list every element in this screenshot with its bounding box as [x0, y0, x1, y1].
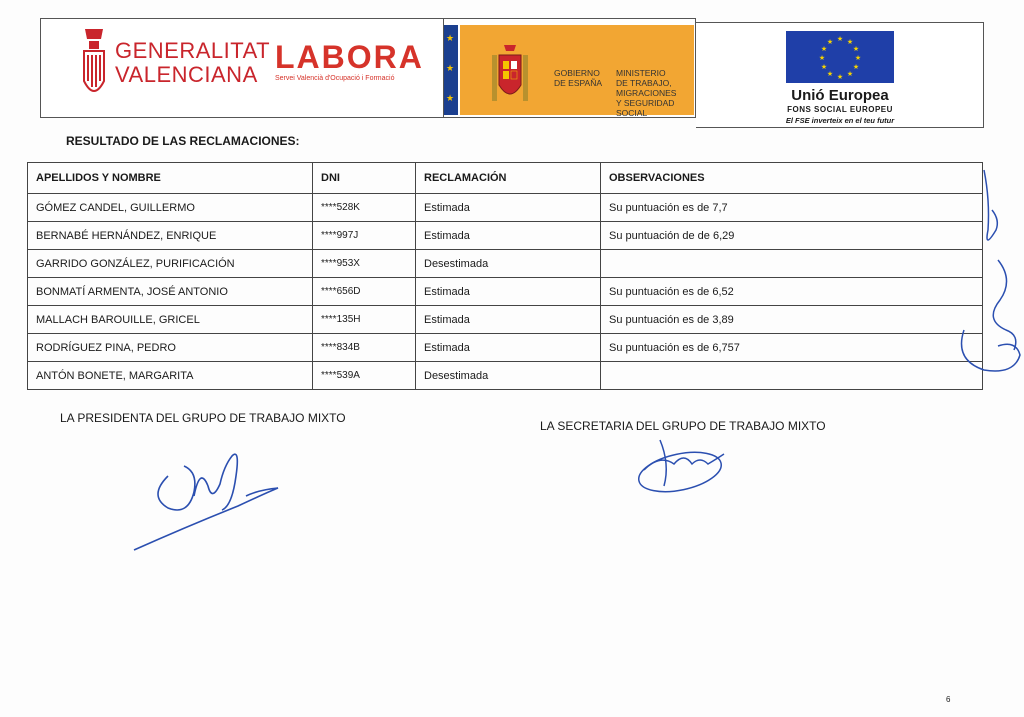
gobierno-text: [554, 68, 602, 88]
cell-dni: ****997J: [313, 222, 416, 250]
svg-text:★: ★: [846, 38, 854, 46]
header-banner: [40, 18, 984, 128]
eu-slogan: El FSE inverteix en el teu futur: [785, 116, 895, 125]
cell-name: BONMATÍ ARMENTA, JOSÉ ANTONIO: [28, 278, 313, 306]
secretaria-signature: [630, 434, 740, 504]
cell-dni: ****834B: [313, 334, 416, 362]
coat-of-arms-icon: [490, 41, 530, 111]
table-row: [28, 250, 983, 278]
cell-reclamacion: Desestimada: [416, 250, 601, 278]
ministerio-text: [616, 68, 694, 118]
svg-text:★: ★: [846, 70, 854, 78]
cell-reclamacion: Desestimada: [416, 362, 601, 390]
cell-observaciones: Su puntuación es de 7,7: [601, 194, 983, 222]
page-number: 6: [946, 695, 951, 704]
generalitat-labora-logo-box: [40, 18, 444, 118]
table-header-row: [28, 163, 983, 194]
table-row: [28, 334, 983, 362]
cell-observaciones: Su puntuación de de 6,29: [601, 222, 983, 250]
cell-name: GARRIDO GONZÁLEZ, PURIFICACIÓN: [28, 250, 313, 278]
svg-text:★: ★: [852, 63, 860, 71]
cell-observaciones: Su puntuación es de 3,89: [601, 306, 983, 334]
gobierno-logo-box: [444, 18, 696, 118]
cell-observaciones: Su puntuación es de 6,757: [601, 334, 983, 362]
section-title: RESULTADO DE LAS RECLAMACIONES:: [66, 134, 300, 148]
table-row: [28, 362, 983, 390]
eu-logo-box: [696, 22, 984, 128]
header-name: APELLIDOS Y NOMBRE: [28, 163, 313, 194]
cell-reclamacion: Estimada: [416, 194, 601, 222]
cell-observaciones: [601, 250, 983, 278]
star-icon: ★: [446, 93, 455, 103]
table-row: [28, 222, 983, 250]
cell-dni: ****135H: [313, 306, 416, 334]
table-row: [28, 306, 983, 334]
svg-text:★: ★: [854, 54, 862, 62]
star-icon: ★: [446, 33, 455, 43]
gob-line2: DE ESPAÑA: [554, 78, 603, 88]
labora-subtitle: Servei Valencià d'Ocupació i Formació: [275, 75, 395, 82]
svg-text:★: ★: [826, 38, 834, 46]
table-row: [28, 194, 983, 222]
cell-name: RODRÍGUEZ PINA, PEDRO: [28, 334, 313, 362]
svg-text:★: ★: [818, 54, 826, 62]
svg-text:★: ★: [836, 73, 844, 81]
cell-dni: ****528K: [313, 194, 416, 222]
eu-title: Unió Europea: [791, 87, 889, 104]
star-icon: ★: [446, 63, 455, 73]
svg-text:★: ★: [836, 35, 844, 43]
cell-reclamacion: Estimada: [416, 334, 601, 362]
gobierno-panel: [460, 25, 694, 118]
header-dni: DNI: [313, 163, 416, 194]
margin-signature: [944, 160, 1024, 390]
gob-line1: GOBIERNO: [554, 68, 600, 78]
cell-name: ANTÓN BONETE, MARGARITA: [28, 362, 313, 390]
cell-reclamacion: Estimada: [416, 306, 601, 334]
svg-text:★: ★: [820, 45, 828, 53]
eu-flag-icon: [786, 31, 894, 83]
cell-name: BERNABÉ HERNÁNDEZ, ENRIQUE: [28, 222, 313, 250]
labora-logo: LABORA: [275, 39, 424, 75]
eu-stripe: [444, 25, 458, 115]
generalitat-shield-icon: [81, 25, 107, 103]
eu-subtitle: FONS SOCIAL EUROPEU: [787, 105, 893, 114]
secretaria-label: LA SECRETARIA DEL GRUPO DE TRABAJO MIXTO: [540, 419, 826, 433]
table-row: [28, 278, 983, 306]
cell-reclamacion: Estimada: [416, 222, 601, 250]
cell-name: MALLACH BAROUILLE, GRICEL: [28, 306, 313, 334]
svg-text:★: ★: [820, 63, 828, 71]
svg-text:★: ★: [826, 70, 834, 78]
min-line3: Y SEGURIDAD SOCIAL: [616, 98, 675, 118]
cell-name: GÓMEZ CANDEL, GUILLERMO: [28, 194, 313, 222]
svg-text:★: ★: [852, 45, 860, 53]
presidenta-label: LA PRESIDENTA DEL GRUPO DE TRABAJO MIXTO: [60, 411, 346, 425]
header-observaciones: OBSERVACIONES: [601, 163, 983, 194]
cell-observaciones: [601, 362, 983, 390]
cell-dni: ****656D: [313, 278, 416, 306]
gv-line2: VALENCIANA: [115, 62, 258, 87]
min-line2: DE TRABAJO, MIGRACIONES: [616, 78, 677, 98]
gv-line1: GENERALITAT: [115, 38, 271, 63]
results-table: [27, 162, 983, 390]
min-line1: MINISTERIO: [616, 68, 666, 78]
cell-reclamacion: Estimada: [416, 278, 601, 306]
generalitat-name: [115, 39, 270, 87]
cell-observaciones: Su puntuación es de 6,52: [601, 278, 983, 306]
cell-dni: ****953X: [313, 250, 416, 278]
header-reclamacion: RECLAMACIÓN: [416, 163, 601, 194]
cell-dni: ****539A: [313, 362, 416, 390]
presidenta-signature: [128, 426, 288, 556]
